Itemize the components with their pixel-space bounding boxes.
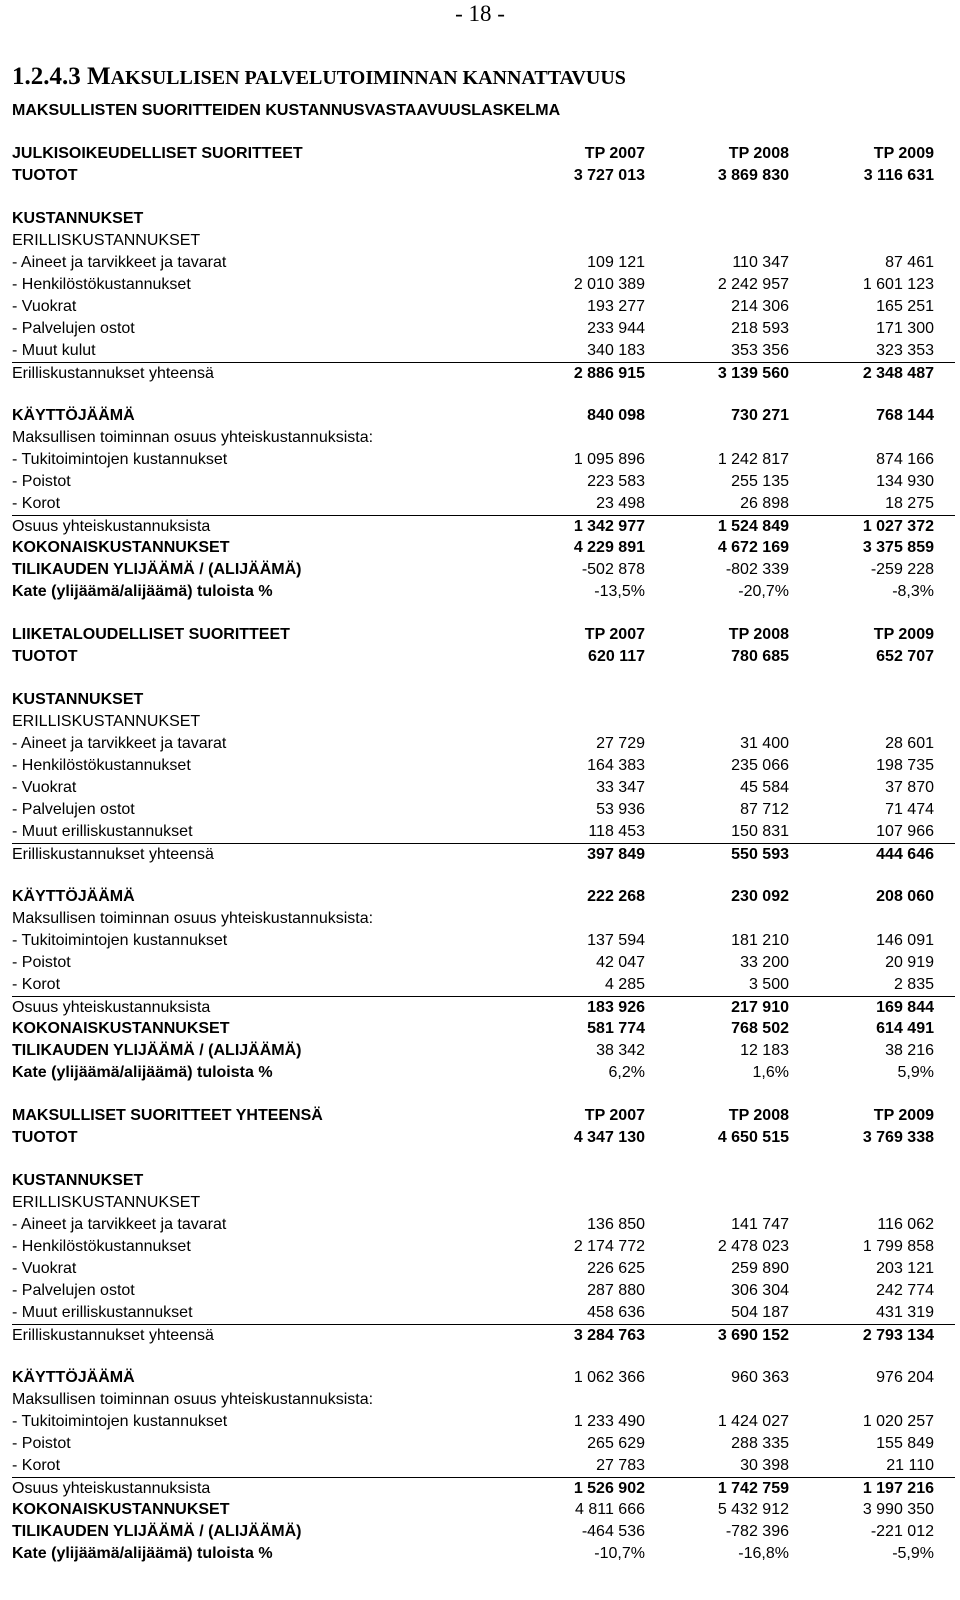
table-row [12,362,955,384]
row-value-col-1: 42 047 [596,954,645,971]
row-label: - Tukitoimintojen kustannukset [12,1413,228,1430]
row-label: LIIKETALOUDELLISET SUORITTEET [12,626,290,643]
row-value-col-2: 3 500 [748,976,789,993]
table-row [12,274,955,296]
row-value-col-3: 3 375 859 [862,539,934,556]
row-value-col-2: -16,8% [738,1545,789,1562]
row-label: - Vuokrat [12,779,77,796]
row-value-col-1: 1 526 902 [573,1480,645,1497]
table-row [12,340,955,362]
row-value-col-3: 242 774 [876,1282,934,1299]
table-row [12,318,955,340]
row-value-col-3: 169 844 [876,999,934,1016]
table-row [12,974,955,996]
row-value-col-2: 1 242 817 [717,451,789,468]
row-value-col-1: 6,2% [608,1064,645,1081]
row-value-col-3: 87 461 [885,254,934,271]
row-value-col-2: 141 747 [731,1216,789,1233]
row-label: TUOTOT [12,648,78,665]
row-label: Maksullisen toiminnan osuus yhteiskustannuksista: [12,1391,374,1408]
row-label: KOKONAISKUSTANNUKSET [12,539,230,556]
row-label: - Poistot [12,954,71,971]
table-row [12,405,955,427]
row-value-col-3: 614 491 [876,1020,934,1037]
row-value-col-3: 171 300 [876,320,934,337]
row-label: - Palvelujen ostot [12,320,135,337]
table-row [12,296,955,318]
table-row [12,1302,955,1324]
row-value-col-1: TP 2007 [584,1107,645,1124]
table-row [12,755,955,777]
row-value-col-3: 1 020 257 [862,1413,934,1430]
row-value-col-3: 198 735 [876,757,934,774]
row-label: - Palvelujen ostot [12,801,135,818]
row-value-col-3: 652 707 [876,648,934,665]
row-label: Erilliskustannukset yhteensä [12,1327,214,1344]
row-value-col-3: 107 966 [876,823,934,840]
row-value-col-3: 1 027 372 [862,518,934,535]
row-label: - Aineet ja tarvikkeet ja tavarat [12,735,227,752]
row-value-col-1: -13,5% [594,583,645,600]
table-row [12,515,955,537]
table-row [12,908,955,930]
table-row [12,996,955,1018]
table-row [12,165,955,187]
row-value-col-3: -5,9% [892,1545,934,1562]
row-value-col-1: 33 347 [596,779,645,796]
row-value-col-3: TP 2009 [873,626,934,643]
row-value-col-1: 265 629 [587,1435,645,1452]
row-label: - Aineet ja tarvikkeet ja tavarat [12,1216,227,1233]
row-value-col-3: 3 990 350 [862,1501,934,1518]
row-value-col-1: 620 117 [588,648,645,665]
row-label: - Poistot [12,473,71,490]
row-value-col-2: 504 187 [731,1304,789,1321]
row-value-col-1: 27 783 [596,1457,645,1474]
row-label: KUSTANNUKSET [12,691,144,708]
row-label: - Korot [12,1457,61,1474]
row-value-col-2: 1 742 759 [717,1480,789,1497]
row-label: JULKISOIKEUDELLISET SUORITTEET [12,145,303,162]
row-label: - Henkilöstökustannukset [12,757,191,774]
row-label: Kate (ylijäämä/alijäämä) tuloista % [12,1064,273,1081]
row-value-col-1: 1 233 490 [573,1413,645,1430]
section-title-rest: AKSULLISEN PALVELUTOIMINNAN KANNATTAVUUS [110,67,626,89]
row-label: Osuus yhteiskustannuksista [12,1480,211,1497]
row-value-col-3: 38 216 [885,1042,934,1059]
row-label: TUOTOT [12,167,78,184]
table-row [12,930,955,952]
table-row [12,143,955,165]
table-row [12,689,955,711]
row-value-col-3: 2 793 134 [862,1327,934,1344]
row-value-col-3: 18 275 [885,495,934,512]
row-label: Erilliskustannukset yhteensä [12,365,214,382]
table-spacer [12,603,955,624]
row-value-col-1: TP 2007 [584,626,645,643]
row-value-col-2: TP 2008 [728,626,789,643]
row-label: - Tukitoimintojen kustannukset [12,932,228,949]
table-row [12,1389,955,1411]
row-value-col-2: 12 183 [740,1042,789,1059]
row-value-col-3: 323 353 [876,342,934,359]
table-row [12,581,955,603]
row-value-col-2: 4 672 169 [717,539,789,556]
row-value-col-3: 2 348 487 [862,365,934,382]
row-value-col-3: -221 012 [870,1523,934,1540]
row-value-col-1: 222 268 [587,888,645,905]
row-value-col-1: 4 811 666 [575,1501,645,1518]
row-value-col-3: 5,9% [897,1064,934,1081]
row-value-col-1: 340 183 [587,342,645,359]
row-label: - Korot [12,495,61,512]
row-value-col-1: 4 347 130 [573,1129,645,1146]
row-label: KOKONAISKUSTANNUKSET [12,1501,230,1518]
row-value-col-3: 444 646 [876,846,934,863]
row-value-col-3: 146 091 [876,932,934,949]
table-row [12,1324,955,1346]
row-label: Osuus yhteiskustannuksista [12,999,211,1016]
row-value-col-2: 33 200 [740,954,789,971]
row-label: KÄYTTÖJÄÄMÄ [12,1369,135,1386]
table-row [12,711,955,733]
row-value-col-1: 136 850 [587,1216,645,1233]
row-value-col-2: 550 593 [731,846,789,863]
row-value-col-3: TP 2009 [873,1107,934,1124]
row-value-col-3: 28 601 [885,735,934,752]
table-row [12,1018,955,1040]
row-value-col-1: 233 944 [587,320,645,337]
row-value-col-1: 3 727 013 [573,167,645,184]
table-row [12,1127,955,1149]
row-value-col-1: 287 880 [587,1282,645,1299]
row-value-col-1: TP 2007 [584,145,645,162]
row-value-col-2: 2 478 023 [717,1238,789,1255]
row-value-col-3: 1 197 216 [862,1480,934,1497]
row-value-col-1: 164 383 [587,757,645,774]
row-value-col-3: 155 849 [876,1435,934,1452]
row-value-col-1: 109 121 [587,254,645,271]
row-label: MAKSULLISET SUORITTEET YHTEENSÄ [12,1107,323,1124]
row-label: KOKONAISKUSTANNUKSET [12,1020,230,1037]
row-value-col-1: 4 285 [604,976,645,993]
row-value-col-1: 183 926 [587,999,645,1016]
row-value-col-2: -20,7% [738,583,789,600]
row-value-col-3: 768 144 [876,407,934,424]
row-value-col-2: 45 584 [740,779,789,796]
row-value-col-2: 235 066 [731,757,789,774]
row-value-col-3: 116 062 [877,1216,934,1233]
row-value-col-1: 2 886 915 [573,365,645,382]
row-label: - Korot [12,976,61,993]
row-value-col-1: 226 625 [587,1260,645,1277]
row-value-col-3: 874 166 [876,451,934,468]
row-value-col-1: 118 453 [588,823,645,840]
row-value-col-3: 2 835 [893,976,934,993]
table-row [12,624,955,646]
row-label: KÄYTTÖJÄÄMÄ [12,407,135,424]
row-label: - Muut erilliskustannukset [12,823,193,840]
row-label: Maksullisen toiminnan osuus yhteiskustannuksista: [12,429,374,446]
row-label: KUSTANNUKSET [12,210,144,227]
row-value-col-1: 1 342 977 [573,518,645,535]
row-value-col-2: 4 650 515 [717,1129,789,1146]
table-row [12,1367,955,1389]
row-value-col-2: 1 424 027 [717,1413,789,1430]
table-spacer [12,1149,955,1170]
table-row [12,1455,955,1477]
row-value-col-2: 30 398 [740,1457,789,1474]
row-label: - Vuokrat [12,298,77,315]
row-value-col-3: 165 251 [876,298,934,315]
table-row [12,1280,955,1302]
row-label: Kate (ylijäämä/alijäämä) tuloista % [12,583,273,600]
row-value-col-2: 2 242 957 [717,276,789,293]
row-value-col-2: 214 306 [731,298,789,315]
row-value-col-1: 397 849 [587,846,645,863]
row-label: - Henkilöstökustannukset [12,276,191,293]
row-value-col-3: 21 110 [886,1457,934,1474]
section-number: 1.2.4.3 [12,63,81,90]
table-row [12,843,955,865]
row-value-col-2: 255 135 [731,473,789,490]
table-row [12,952,955,974]
row-value-col-2: -802 339 [725,561,789,578]
row-value-col-1: 23 498 [596,495,645,512]
row-value-col-2: 217 910 [731,999,789,1016]
table-row [12,449,955,471]
row-value-col-3: 203 121 [876,1260,934,1277]
row-label: ERILLISKUSTANNUKSET [12,713,201,730]
row-value-col-3: 208 060 [876,888,934,905]
row-value-col-1: -464 536 [581,1523,645,1540]
row-value-col-1: 53 936 [596,801,645,818]
row-value-col-3: -259 228 [870,561,934,578]
table-row [12,493,955,515]
row-value-col-3: TP 2009 [873,145,934,162]
table-spacer [12,187,955,208]
row-value-col-1: 38 342 [596,1042,645,1059]
row-label: Kate (ylijäämä/alijäämä) tuloista % [12,1545,273,1562]
table-spacer [12,1346,955,1367]
row-value-col-1: 458 636 [587,1304,645,1321]
row-value-col-1: -10,7% [594,1545,645,1562]
row-value-col-2: 306 304 [731,1282,789,1299]
table-row [12,1521,955,1543]
row-value-col-2: -782 396 [725,1523,789,1540]
row-label: - Aineet ja tarvikkeet ja tavarat [12,254,227,271]
row-value-col-2: 3 139 560 [717,365,789,382]
table-row [12,1236,955,1258]
row-value-col-3: -8,3% [892,583,934,600]
table-spacer [12,384,955,405]
row-label: - Henkilöstökustannukset [12,1238,191,1255]
table-spacer [12,1084,955,1105]
table-row [12,733,955,755]
table-row [12,821,955,843]
row-value-col-2: 1 524 849 [717,518,789,535]
row-value-col-1: 2 010 389 [573,276,645,293]
table-row [12,471,955,493]
table-row [12,252,955,274]
row-label: TILIKAUDEN YLIJÄÄMÄ / (ALIJÄÄMÄ) [12,561,302,578]
table-row [12,1477,955,1499]
table-row [12,230,955,252]
row-value-col-1: 4 229 891 [573,539,645,556]
table-row [12,799,955,821]
row-value-col-2: 150 831 [731,823,789,840]
table-row [12,537,955,559]
row-value-col-2: 181 210 [731,932,789,949]
row-label: TILIKAUDEN YLIJÄÄMÄ / (ALIJÄÄMÄ) [12,1042,302,1059]
table-row [12,646,955,668]
row-value-col-3: 1 601 123 [862,276,934,293]
row-label: - Tukitoimintojen kustannukset [12,451,228,468]
table-title: MAKSULLISTEN SUORITTEIDEN KUSTANNUSVASTAAVUUSLASKELMA [12,102,561,119]
table-row [12,1040,955,1062]
row-value-col-2: 960 363 [731,1369,789,1386]
row-value-col-3: 3 769 338 [862,1129,934,1146]
row-value-col-3: 71 474 [885,801,934,818]
table-row [12,1105,955,1127]
table-row [12,208,955,230]
page-number: - 18 - [455,1,505,26]
row-value-col-1: 1 095 896 [573,451,645,468]
row-value-col-1: 27 729 [596,735,645,752]
row-value-col-2: 288 335 [731,1435,789,1452]
row-label: TILIKAUDEN YLIJÄÄMÄ / (ALIJÄÄMÄ) [12,1523,302,1540]
table-spacer [12,865,955,886]
row-label: Maksullisen toiminnan osuus yhteiskustannuksista: [12,910,374,927]
row-value-col-2: 31 400 [740,735,789,752]
row-value-col-1: -502 878 [581,561,645,578]
row-label: TUOTOT [12,1129,78,1146]
row-value-col-1: 3 284 763 [573,1327,645,1344]
row-label: ERILLISKUSTANNUKSET [12,1194,201,1211]
row-value-col-2: 87 712 [740,801,789,818]
table-row [12,1411,955,1433]
table-row [12,777,955,799]
table-row [12,427,955,449]
row-value-col-2: 218 593 [731,320,789,337]
row-label: - Poistot [12,1435,71,1452]
row-label: Osuus yhteiskustannuksista [12,518,211,535]
row-value-col-3: 3 116 631 [863,167,934,184]
table-row [12,1499,955,1521]
row-label: KUSTANNUKSET [12,1172,144,1189]
table-row [12,886,955,908]
cost-recovery-table [12,143,955,1565]
table-row [12,1258,955,1280]
row-value-col-2: 3 690 152 [717,1327,789,1344]
row-value-col-3: 134 930 [876,473,934,490]
row-label: KÄYTTÖJÄÄMÄ [12,888,135,905]
row-value-col-2: 780 685 [731,648,789,665]
row-label: - Muut erilliskustannukset [12,1304,193,1321]
row-value-col-3: 1 799 858 [862,1238,934,1255]
row-value-col-1: 137 594 [587,932,645,949]
row-label: ERILLISKUSTANNUKSET [12,232,201,249]
row-value-col-2: 259 890 [731,1260,789,1277]
section-heading [12,62,626,93]
row-value-col-2: 230 092 [731,888,789,905]
table-spacer [12,668,955,689]
table-row [12,1433,955,1455]
row-label: - Muut kulut [12,342,96,359]
row-label: - Palvelujen ostot [12,1282,135,1299]
row-value-col-1: 581 774 [587,1020,645,1037]
row-value-col-2: 1,6% [752,1064,789,1081]
table-row [12,1214,955,1236]
row-value-col-3: 37 870 [885,779,934,796]
row-value-col-2: 730 271 [731,407,789,424]
row-value-col-2: TP 2008 [728,145,789,162]
table-row [12,1192,955,1214]
row-value-col-2: 768 502 [731,1020,789,1037]
table-row [12,559,955,581]
row-value-col-3: 20 919 [885,954,934,971]
row-value-col-3: 431 319 [876,1304,934,1321]
row-value-col-1: 1 062 366 [573,1369,645,1386]
row-value-col-1: 840 098 [587,407,645,424]
row-value-col-2: 5 432 912 [717,1501,789,1518]
row-value-col-2: TP 2008 [728,1107,789,1124]
table-row [12,1062,955,1084]
row-value-col-3: 976 204 [876,1369,934,1386]
row-value-col-2: 110 347 [732,254,789,271]
table-row [12,1543,955,1565]
row-value-col-2: 3 869 830 [717,167,789,184]
section-title-initial: M [87,63,111,90]
row-value-col-2: 353 356 [731,342,789,359]
row-value-col-1: 223 583 [587,473,645,490]
row-label: Erilliskustannukset yhteensä [12,846,214,863]
table-row [12,1170,955,1192]
row-value-col-2: 26 898 [740,495,789,512]
row-label: - Vuokrat [12,1260,77,1277]
row-value-col-1: 2 174 772 [573,1238,645,1255]
row-value-col-1: 193 277 [587,298,645,315]
